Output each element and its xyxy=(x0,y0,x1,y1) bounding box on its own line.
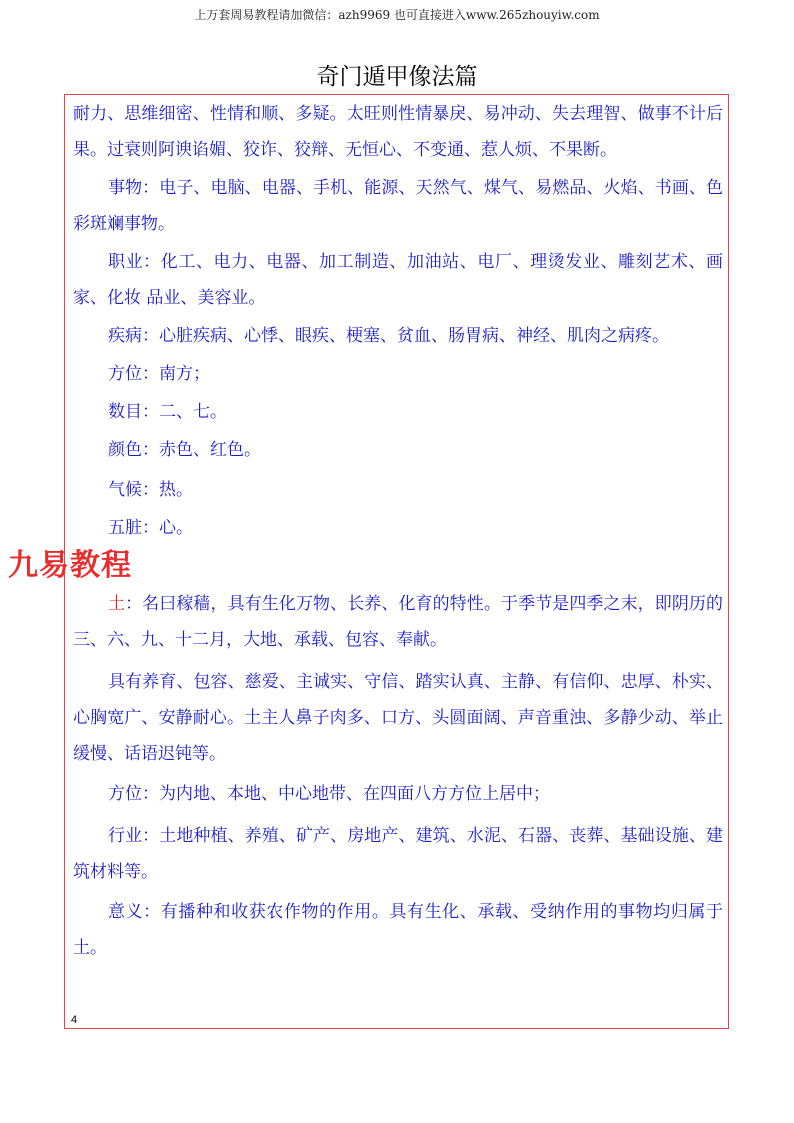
paragraph-disease: 疾病：心脏疾病、心悸、眼疾、梗塞、贫血、肠胃病、神经、肌肉之病疼。 xyxy=(108,326,669,346)
paragraph-earth-industry: 行业：土地种植、养殖、矿产、房地产、建筑、水泥、石器、丧葬、基础设施、建筑材料等。 xyxy=(73,826,723,882)
paragraph-earth-traits: 具有养育、包容、慈爱、主诚实、守信、踏实认真、主静、有信仰、忠厚、朴实、心胸宽广、安静耐心。土主人鼻子肉多、口方、头圆面阔、声音重浊、多静少动、举止缓慢、话语迟钝等。 xyxy=(73,672,723,764)
watermark-logo: 九易教程 xyxy=(8,548,132,583)
paragraph-organ: 五脏：心。 xyxy=(108,518,193,538)
paragraph-color: 颜色：赤色、红色。 xyxy=(108,440,261,460)
earth-mark: 土 xyxy=(108,594,126,614)
paragraph-occupation: 职业：化工、电力、电器、加工制造、加油站、电厂、理烫发业、雕刻艺术、画家、化妆 品业、美容业。 xyxy=(73,252,723,308)
paragraph-things: 事物：电子、电脑、电器、手机、能源、天然气、煤气、易燃品、火焰、书画、色彩斑斓事物。 xyxy=(73,178,723,234)
header-note: 上万套周易教程请加微信：azh9969 也可直接进入www.265zhouyiw.com xyxy=(194,8,600,22)
page-title: 奇门遁甲像法篇 xyxy=(316,64,478,90)
paragraph-climate: 气候：热。 xyxy=(108,480,193,500)
paragraph-direction: 方位：南方； xyxy=(108,364,210,384)
paragraph-earth-intro xyxy=(73,586,723,658)
paragraph-numbers: 数目：二、七。 xyxy=(108,402,227,422)
paragraph-earth-meaning: 意义：有播种和收获农作物的作用。具有生化、承载、受纳作用的事物均归属于土。 xyxy=(73,902,723,958)
page-number: 4 xyxy=(71,1014,78,1026)
paragraph-temperament: 耐力、思维细密、性情和顺、多疑。太旺则性情暴戾、易冲动、失去理智、做事不计后果。过衰则阿谀谄媚、狡诈、狡辩、无恒心、不变通、惹人烦、不果断。 xyxy=(73,104,723,160)
earth-intro-text: ：名曰稼穑，具有生化万物、长养、化育的特性。于季节是四季之末，即阴历的三、六、九、十二月，大地、承载、包容、奉献。 xyxy=(73,594,724,650)
paragraph-earth-direction: 方位：为内地、本地、中心地带、在四面八方方位上居中； xyxy=(108,784,550,804)
